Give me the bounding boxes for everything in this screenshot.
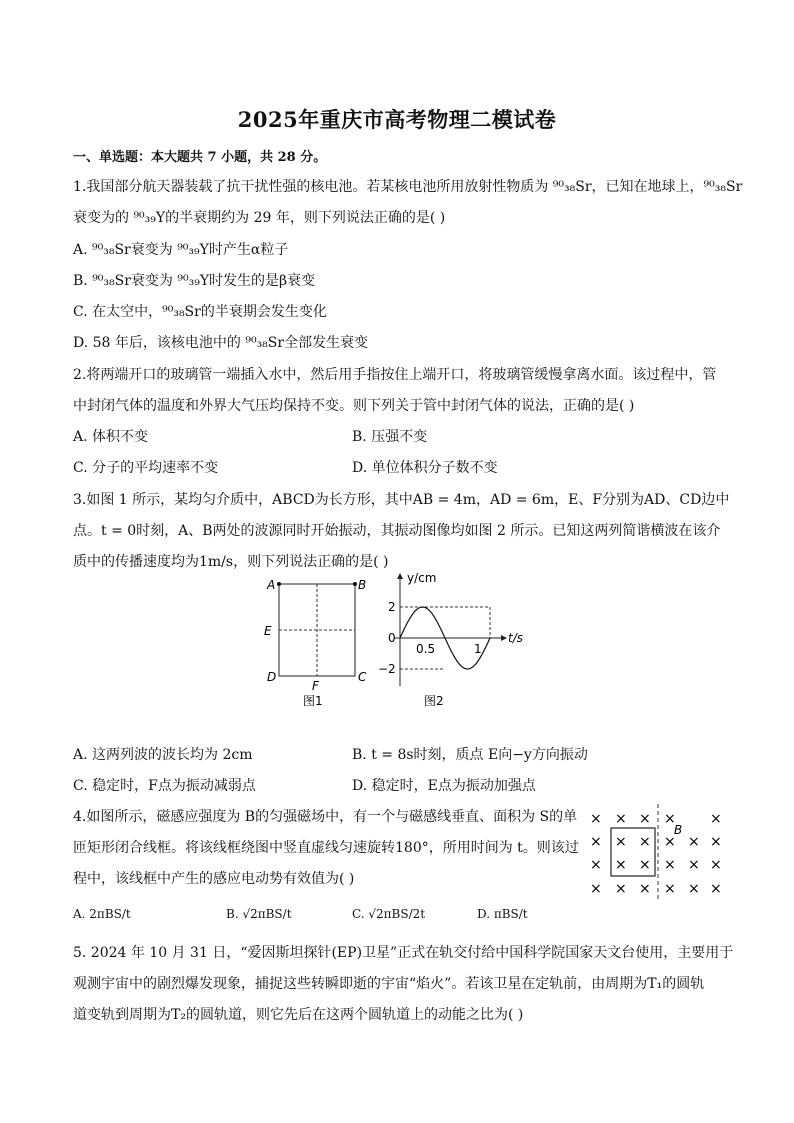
page-title: 2025年重庆市高考物理二模试卷 [237, 107, 557, 132]
q1-option-a: A. ⁹⁰₃₈Sr衰变为 ⁹⁰₃₉Y时产生α粒子 [73, 242, 289, 258]
q4-option-d: D. πBS/t [477, 907, 528, 921]
field-cross: × [664, 881, 676, 897]
field-cross: × [664, 857, 676, 873]
q4-option-c: C. √2πBS/2t [352, 907, 426, 921]
field-crosses [590, 811, 722, 897]
q3-figure-1 [255, 572, 380, 712]
field-cross: × [639, 811, 651, 827]
field-cross: × [688, 834, 700, 850]
tick-t-half: 0.5 [416, 642, 436, 656]
q4-magnetic-field-figure [584, 802, 724, 906]
label-c: C [358, 670, 367, 684]
section-heading: 一、单选题：本大题共 7 小题，共 28 分。 [73, 150, 327, 165]
field-cross: × [590, 811, 602, 827]
q4-option-b: B. √2πBS/t [226, 907, 292, 921]
field-cross: × [639, 834, 651, 850]
field-cross: × [710, 811, 722, 827]
figure-1-caption: 图1 [303, 694, 323, 708]
q2-option-b: B. 压强不变 [352, 429, 428, 445]
q3-option-b: B. t = 8s时刻，质点 E向−y方向振动 [352, 747, 588, 763]
q3-stem-line3: 质中的传播速度均为1m/s，则下列说法正确的是( ) [73, 554, 389, 570]
field-cross: × [710, 834, 722, 850]
x-axis-label: t/s [508, 631, 523, 645]
q3-option-a: A. 这两列波的波长均为 2cm [73, 747, 253, 763]
q2-option-c: C. 分子的平均速率不变 [73, 460, 219, 476]
field-cross: × [639, 881, 651, 897]
q4-stem-line1: 4.如图所示，磁感应强度为 B的匀强磁场中，有一个与磁感线垂直、面积为 S的单 [73, 809, 578, 825]
field-cross: × [615, 881, 627, 897]
q4-stem-line2: 匝矩形闭合线框。将该线框绕图中竖直虚线匀速旋转180°，所用时间为 t。则该过 [73, 840, 579, 856]
field-cross: × [615, 834, 627, 850]
label-e: E [264, 624, 272, 638]
q3-stem-line2: 点。t = 0时刻，A、B两处的波源同时开始振动，其振动图像均如图 2 所示。已知这两列简谐横波在该介 [73, 523, 721, 539]
label-f: F [312, 679, 319, 693]
tick-origin: 0 [388, 631, 396, 645]
q1-option-c: C. 在太空中，⁹⁰₃₈Sr的半衰期会发生变化 [73, 304, 327, 320]
tick-t-one: 1 [474, 642, 482, 656]
label-d: D [267, 670, 277, 684]
field-cross: × [710, 881, 722, 897]
field-cross: × [615, 811, 627, 827]
q4-option-a: A. 2πBS/t [73, 907, 131, 921]
q4-stem-line3: 程中，该线框中产生的感应电动势有效值为( ) [73, 871, 355, 887]
tick-y-2: 2 [388, 600, 396, 614]
q5-stem-line3: 道变轨到周期为T₂的圆轨道，则它先后在这两个圆轨道上的动能之比为( ) [73, 1007, 524, 1023]
y-axis-label: y/cm [407, 571, 437, 585]
field-cross: × [590, 834, 602, 850]
field-cross: × [688, 881, 700, 897]
figure-2-caption: 图2 [424, 694, 444, 708]
field-label-b: B [674, 823, 683, 837]
q2-stem-line1: 2.将两端开口的玻璃管一端插入水中，然后用手指按住上端开口，将玻璃管缓慢拿离水面。该过程中，管 [73, 367, 717, 383]
q1-stem-line2: 衰变为的 ⁹⁰₃₉Y的半衰期约为 29 年，则下列说法正确的是( ) [73, 210, 446, 226]
q2-option-a: A. 体积不变 [73, 429, 149, 445]
field-cross: × [664, 834, 676, 850]
field-cross: × [688, 857, 700, 873]
tick-y-neg2: −2 [378, 662, 396, 676]
field-cross: × [590, 881, 602, 897]
q3-option-d: D. 稳定时，E点为振动加强点 [352, 778, 536, 794]
q3-figure-2 [378, 568, 538, 712]
field-cross: × [664, 811, 676, 827]
label-b: B [358, 578, 367, 592]
q1-option-b: B. ⁹⁰₃₈Sr衰变为 ⁹⁰₃₉Y时发生的是β衰变 [73, 273, 316, 289]
q3-option-c: C. 稳定时，F点为振动减弱点 [73, 778, 256, 794]
q1-option-d: D. 58 年后，该核电池中的 ⁹⁰₃₈Sr全部发生衰变 [73, 335, 369, 351]
field-cross: × [710, 857, 722, 873]
q5-stem-line2: 观测宇宙中的剧烈爆发现象，捕捉这些转瞬即逝的宇宙“焰火”。若该卫星在定轨前，由周期为T₁的圆轨 [73, 976, 705, 992]
q1-stem-line1: 1.我国部分航天器装载了抗干扰性强的核电池。若某核电池所用放射性物质为 ⁹⁰₃₈Sr，已知在地球上，⁹⁰₃₈Sr [73, 179, 743, 195]
label-a: A [267, 578, 276, 592]
q3-stem-line1: 3.如图 1 所示，某均匀介质中，ABCD为长方形，其中AB = 4m，AD = 6m，E、F分别为AD、CD边中 [73, 492, 730, 508]
field-cross: × [639, 857, 651, 873]
field-cross: × [590, 857, 602, 873]
q2-option-d: D. 单位体积分子数不变 [352, 460, 498, 476]
q5-stem-line1: 5. 2024 年 10 月 31 日，“爱因斯坦探针(EP)卫星”正式在轨交付给中国科学院国家天文台使用，主要用于 [73, 945, 734, 961]
q2-stem-line2: 中封闭气体的温度和外界大气压均保持不变。则下列关于管中封闭气体的说法，正确的是( ) [73, 398, 635, 414]
field-cross: × [615, 857, 627, 873]
